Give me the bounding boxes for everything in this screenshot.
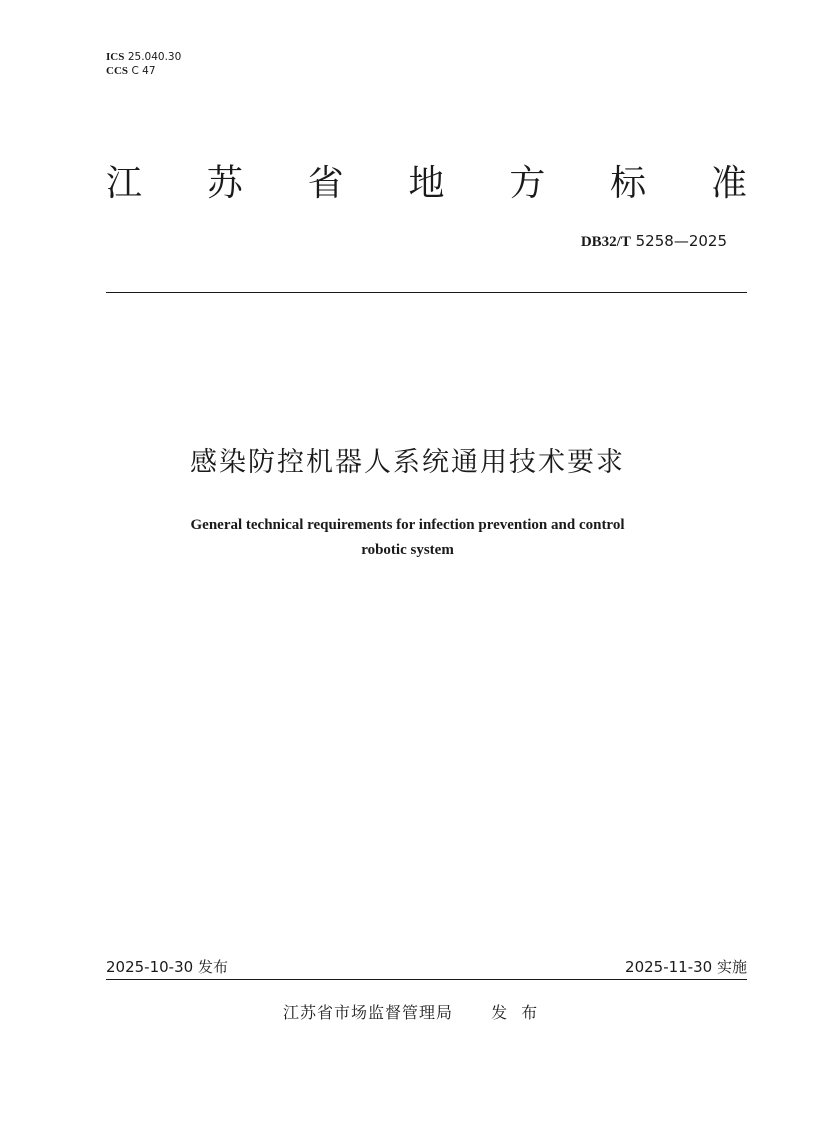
standard-type-char: 标 (610, 163, 647, 204)
ics-value: 25.040.30 (127, 51, 182, 63)
english-title-line-1: General technical requirements for infection prevention and control (190, 517, 625, 533)
issuer-line (283, 1002, 551, 1024)
standard-type-char: 准 (710, 163, 747, 204)
english-title (0, 513, 815, 563)
standard-type-char: 地 (408, 163, 445, 204)
standard-type-char: 江 (106, 163, 143, 204)
english-title-line-2: robotic system (361, 542, 454, 558)
top-divider (106, 292, 747, 293)
bottom-divider (106, 979, 747, 980)
issuer-name: 江苏省市场监督管理局 (283, 1003, 454, 1022)
ccs-label: CCS (106, 65, 129, 77)
standard-type-char: 苏 (206, 163, 243, 204)
publish-date: 2025-10-30 发布 (106, 958, 228, 976)
classification-codes (106, 50, 181, 78)
chinese-title: 感染防控机器人系统通用技术要求 (190, 447, 625, 478)
ccs-value: C 47 (131, 65, 156, 77)
ccs-code (106, 64, 181, 78)
standard-type-heading (106, 160, 747, 208)
ics-label: ICS (106, 51, 125, 63)
standard-type-char: 方 (509, 163, 546, 204)
standard-type-char: 省 (307, 163, 344, 204)
ics-code (106, 50, 181, 64)
standard-code-prefix: DB32/T (580, 234, 631, 250)
implement-date: 2025-11-30 实施 (625, 958, 747, 976)
standard-code (581, 231, 727, 252)
standard-code-number: 5258—2025 (635, 232, 727, 250)
issuer-action: 发布 (491, 1003, 552, 1022)
